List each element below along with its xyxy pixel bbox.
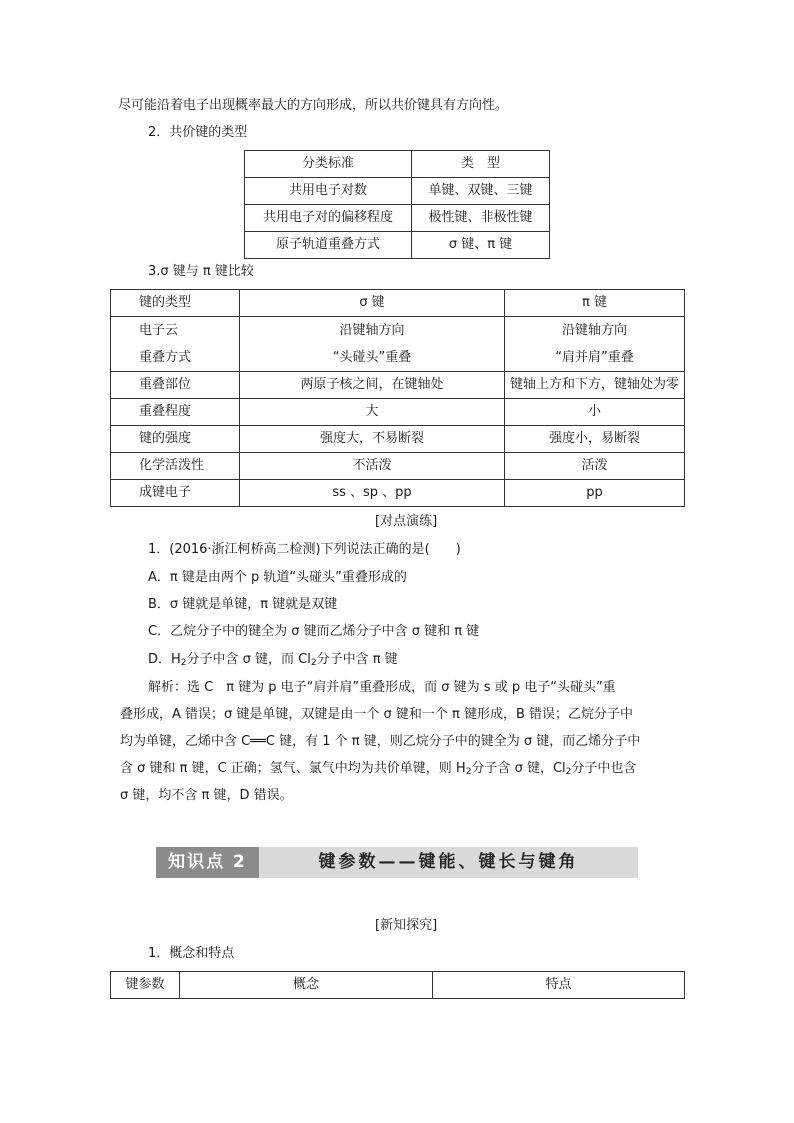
- table-cell: pp: [505, 480, 685, 507]
- cloud-label-1: 电子云: [139, 323, 179, 338]
- sigma-pi-comparison-table: [110, 289, 685, 507]
- explore-title: [新知探究]: [375, 918, 438, 933]
- table-row: [245, 151, 550, 178]
- table-cell: 大: [240, 399, 505, 426]
- sigma-cloud-2: “头碰头”重叠: [332, 350, 412, 365]
- table-cell: 共用电子对数: [245, 178, 412, 205]
- table-cell: 重叠程度: [111, 399, 240, 426]
- subscript: 2: [310, 658, 317, 668]
- bond-parameter-table: [110, 971, 685, 999]
- table-cell: 化学活泼性: [111, 453, 240, 480]
- table-cell: 活泼: [505, 453, 685, 480]
- table-row: [111, 453, 685, 480]
- section-3-title: 3.σ 键与 π 键比较: [148, 264, 254, 279]
- knowledge-point-banner: [156, 847, 638, 878]
- option-a: A．π 键是由两个 p 轨道“头碰头”重叠形成的: [148, 570, 407, 585]
- table-header: 特点: [433, 972, 685, 999]
- table-cell: [505, 317, 685, 372]
- cloud-label-2: 重叠方式: [139, 350, 192, 365]
- subscript: 2: [465, 767, 472, 777]
- table-header: 概念: [180, 972, 433, 999]
- table-row: [245, 232, 550, 259]
- table-cell: [111, 317, 240, 372]
- analysis-line-3: 均为单键，乙烯中含 C══C 键，有 1 个 π 键，则乙烷分子中的键全为 σ 键，而乙烯分子中: [120, 734, 641, 749]
- option-d-pre: D．H: [148, 652, 181, 667]
- table-cell: 极性键、非极性键: [412, 205, 550, 232]
- banner-title: 键参数——键能、键长与键角: [318, 852, 579, 872]
- analysis-line-5: σ 键，均不含 π 键，D 错误。: [120, 788, 293, 803]
- subscript: 2: [180, 658, 187, 668]
- option-d: [148, 652, 398, 671]
- table-cell: 不活泼: [240, 453, 505, 480]
- table-cell: 原子轨道重叠方式: [245, 232, 412, 259]
- table-row: [245, 205, 550, 232]
- table-row: [111, 317, 685, 372]
- section-2-title: 2．共价键的类型: [148, 125, 248, 140]
- analysis-line-4: [120, 761, 636, 780]
- concept-title: 1．概念和特点: [148, 946, 235, 961]
- analysis-line-4-pre: 含 σ 键和 π 键，C 正确；氢气、氯气中均为共价单键，则 H: [120, 761, 466, 776]
- table-row: [111, 426, 685, 453]
- analysis-line-4-mid: 分子含 σ 键，Cl: [471, 761, 566, 776]
- sigma-cloud-1: 沿键轴方向: [339, 323, 405, 338]
- table-cell: ss 、sp 、pp: [240, 480, 505, 507]
- table-row: [111, 480, 685, 507]
- table-row: [111, 290, 685, 317]
- question: 1．(2016·浙江柯桥高二检测)下列说法正确的是( ): [148, 542, 461, 557]
- table-row: [245, 178, 550, 205]
- analysis-line-4-post: 分子中也含: [571, 761, 637, 776]
- analysis-line-2: 叠形成，A 错误；σ 键是单键，双键是由一个 σ 键和一个 π 键形成，B 错误；乙烷分子中: [120, 707, 634, 722]
- table-cell: 键的强度: [111, 426, 240, 453]
- banner-label: 知识点 2: [156, 847, 259, 878]
- table-cell: 重叠部位: [111, 372, 240, 399]
- table-header: π 键: [505, 290, 685, 317]
- option-d-post: 分子中含 π 键: [316, 652, 398, 667]
- intro-line: 尽可能沿着电子出现概率最大的方向形成，所以共价键具有方向性。: [118, 98, 509, 113]
- pi-cloud-2: “肩并肩”重叠: [555, 350, 634, 365]
- option-c: C．乙烷分子中的键全为 σ 键而乙烯分子中含 σ 键和 π 键: [148, 624, 480, 639]
- subscript: 2: [565, 767, 572, 777]
- table-cell: 两原子核之间，在键轴处: [240, 372, 505, 399]
- analysis-line-1: 解析：选 C π 键为 p 电子“肩并肩”重叠形成，而 σ 键为 s 或 p 电子“头碰头”重: [148, 680, 616, 695]
- table-cell: 键轴上方和下方，键轴处为零: [505, 372, 685, 399]
- practice-title: [对点演练]: [375, 514, 438, 529]
- option-d-mid: 分子中含 σ 键，而 Cl: [186, 652, 311, 667]
- table-cell: [240, 317, 505, 372]
- table-row: [111, 399, 685, 426]
- table-cell: 强度小，易断裂: [505, 426, 685, 453]
- table-cell: σ 键、π 键: [412, 232, 550, 259]
- table-row: [111, 972, 685, 999]
- option-b: B．σ 键就是单键，π 键就是双键: [148, 597, 338, 612]
- table-row: [111, 372, 685, 399]
- table-cell: 单键、双键、三键: [412, 178, 550, 205]
- table-cell: 成键电子: [111, 480, 240, 507]
- table-header: σ 键: [240, 290, 505, 317]
- table-header: 键参数: [111, 972, 180, 999]
- table-header: 类 型: [412, 151, 550, 178]
- bond-type-table: [244, 150, 550, 259]
- table-header: 键的类型: [111, 290, 240, 317]
- pi-cloud-1: 沿键轴方向: [561, 323, 627, 338]
- table-cell: 小: [505, 399, 685, 426]
- table-cell: 强度大，不易断裂: [240, 426, 505, 453]
- table-header: 分类标准: [245, 151, 412, 178]
- table-cell: 共用电子对的偏移程度: [245, 205, 412, 232]
